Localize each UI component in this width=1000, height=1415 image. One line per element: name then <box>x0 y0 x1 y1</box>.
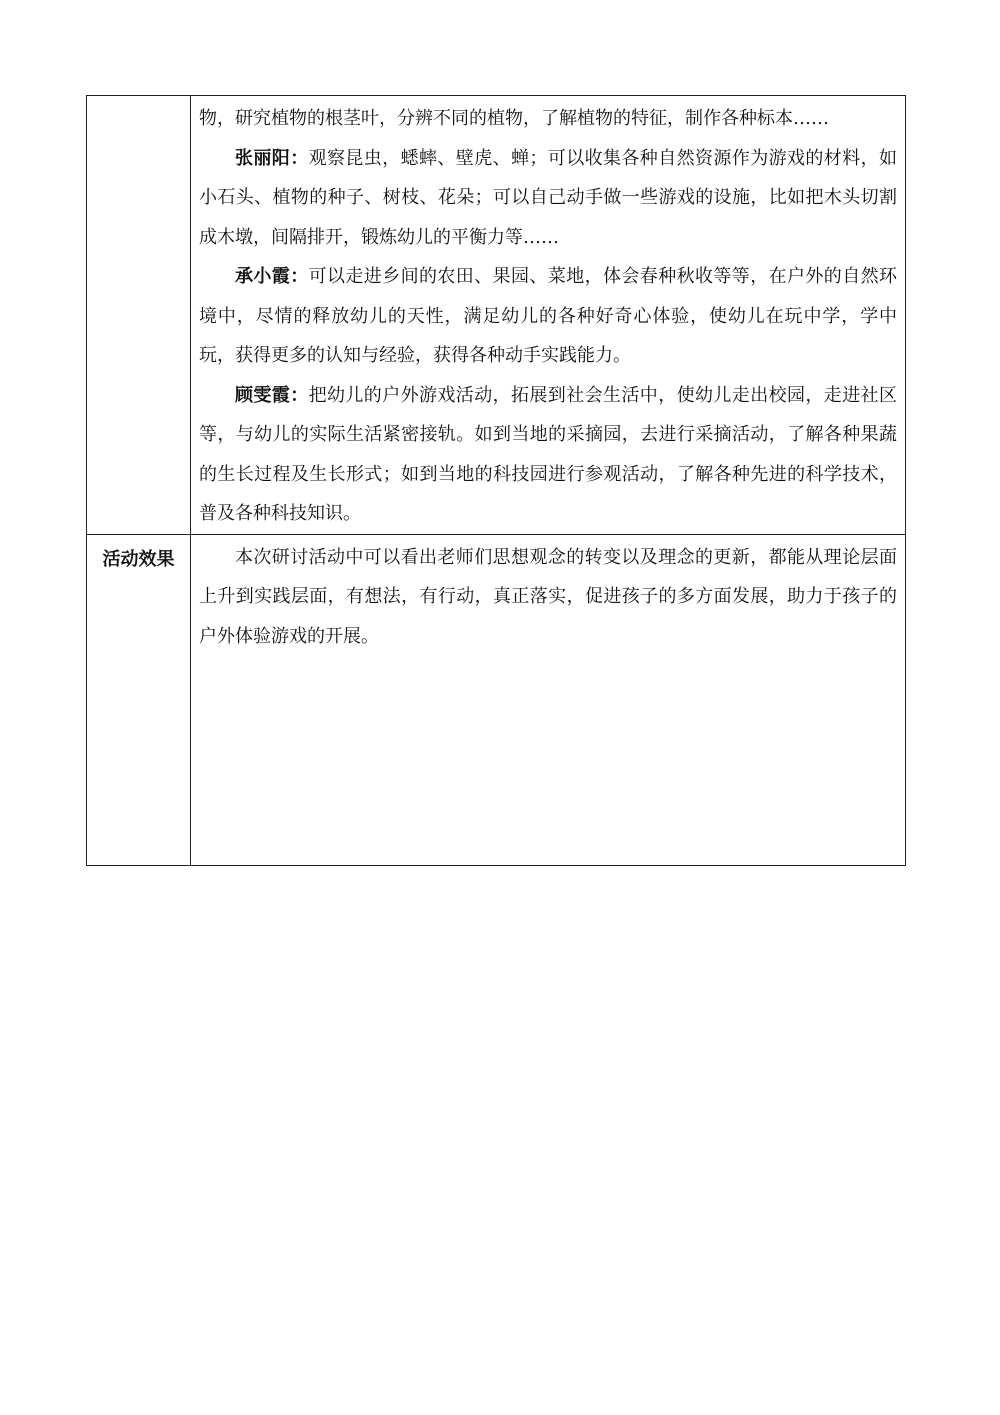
entry-paragraph <box>199 139 897 258</box>
speaker-name: 承小霞： <box>235 266 309 287</box>
effect-content-cell <box>191 534 906 865</box>
entry-text: 观察昆虫，蟋蟀、壁虎、蝉；可以收集各种自然资源作为游戏的材料，如小石头、植物的种子、树枝、花朵；可以自己动手做一些游戏的设施，比如把木头切割成木墩，间隔排开，锻炼幼儿的平衡力等…… <box>199 147 898 248</box>
row-label-empty <box>87 96 191 535</box>
continuation-paragraph: 物，研究植物的根茎叶，分辨不同的植物，了解植物的特征，制作各种标本…… <box>199 108 829 129</box>
table-row-discussion <box>87 96 906 535</box>
discussion-content-cell <box>191 96 906 535</box>
entry-text: 可以走进乡间的农田、果园、菜地，体会春种秋收等等，在户外的自然环境中，尽情的释放幼儿的天性，满足幼儿的各种好奇心体验，使幼儿在玩中学，学中玩，获得更多的认知与经验，获得各种动手实践能力。 <box>199 266 898 366</box>
row-label-activity-effect: 活动效果 <box>87 534 191 865</box>
entry-paragraph <box>199 376 897 534</box>
table-row-effect <box>87 534 906 865</box>
effect-paragraph: 本次研讨活动中可以看出老师们思想观念的转变以及理念的更新，都能从理论层面上升到实践层面，有想法，有行动，真正落实，促进孩子的多方面发展，助力于孩子的户外体验游戏的开展。 <box>199 546 897 647</box>
record-table <box>86 95 906 866</box>
entry-text: 把幼儿的户外游戏活动，拓展到社会生活中，使幼儿走出校园，走进社区等，与幼儿的实际生活紧密接轨。如到当地的采摘园，去进行采摘活动，了解各种果蔬的生长过程及生长形式；如到当地的科技园进行参观活动，了解各种先进的科学技术，普及各种科技知识。 <box>199 384 898 524</box>
entry-paragraph <box>199 257 897 376</box>
speaker-name: 顾雯霞： <box>235 384 309 406</box>
speaker-name: 张丽阳： <box>235 147 309 169</box>
